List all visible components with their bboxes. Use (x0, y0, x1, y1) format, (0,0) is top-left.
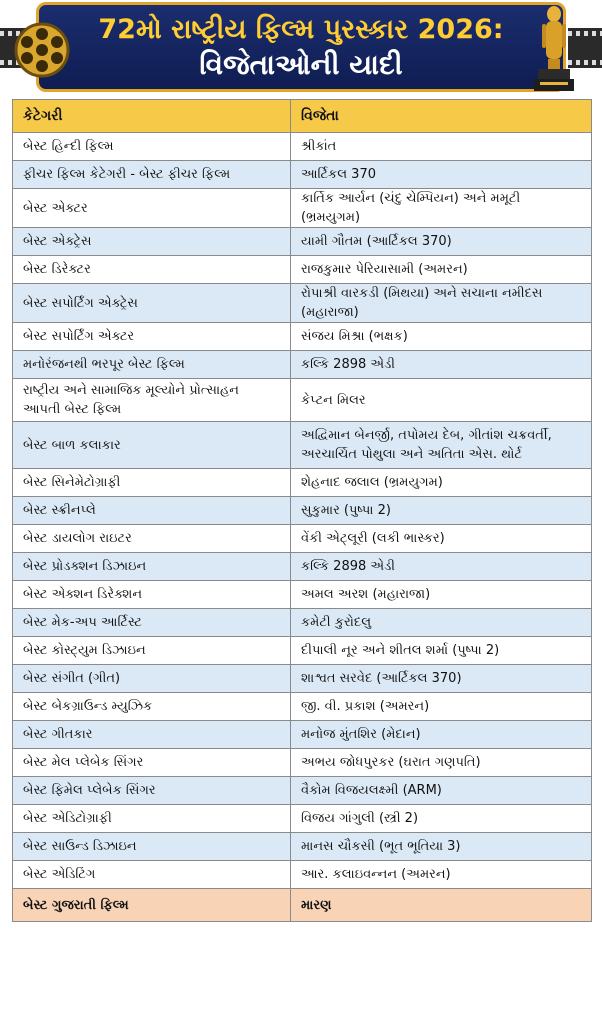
category-cell: બેસ્ટ પ્રોડક્શન ડિઝાઇન (13, 553, 291, 581)
category-cell: બેસ્ટ સપોર્ટિંગ એક્ટર (13, 323, 291, 351)
table-row (13, 469, 592, 497)
category-cell: ફીચર ફિલ્મ કેટેગરી - બેસ્ટ ફીચર ફિલ્મ (13, 161, 291, 189)
category-cell: બેસ્ટ એક્ટર (13, 189, 291, 228)
table-row (13, 256, 592, 284)
table-row (13, 553, 592, 581)
category-cell: બેસ્ટ એક્ટ્રેસ (13, 228, 291, 256)
winner-cell: માનસ ચૌકસી (ભૂત ભૂતિયા 3) (291, 833, 592, 861)
table-row (13, 721, 592, 749)
page-subtitle: વિજેતાઓની યાદી (199, 48, 403, 81)
winner-cell: કેપ્ટન મિલર (291, 379, 592, 422)
winners-table (12, 99, 592, 922)
winner-cell: કાર્તિક આર્યન (ચંદુ ચેમ્પિયન) અને મમૂટી (ભ્રમયુગમ) (291, 189, 592, 228)
table-row (13, 805, 592, 833)
category-cell: બેસ્ટ બેકગ્રાઉન્ડ મ્યુઝિક (13, 693, 291, 721)
winner-cell: શ્રીકાંત (291, 133, 592, 161)
table-row (13, 133, 592, 161)
winner-cell: યામી ગૌતમ (આર્ટિકલ 370) (291, 228, 592, 256)
winner-cell: રોપાશ્રી વારકડી (મિથયા) અને સચાના નમીદસ (મહારાજા) (291, 284, 592, 323)
category-cell: રાષ્ટ્રીય અને સામાજિક મૂલ્યોને પ્રોત્સાહન આપતી બેસ્ટ ફિલ્મ (13, 379, 291, 422)
table-row (13, 861, 592, 889)
trophy-icon (524, 2, 584, 96)
table-row (13, 379, 592, 422)
category-cell: બેસ્ટ મેલ પ્લેબેક સિંગર (13, 749, 291, 777)
table-row (13, 777, 592, 805)
winner-cell: દીપાલી નૂર અને શીતલ શર્મા (પુષ્પા 2) (291, 637, 592, 665)
category-cell: બેસ્ટ સાઉન્ડ ડિઝાઇન (13, 833, 291, 861)
category-cell: બેસ્ટ હિન્દી ફિલ્મ (13, 133, 291, 161)
title-banner (36, 2, 566, 92)
table-row (13, 323, 592, 351)
winner-cell: અમલ અરશ (મહારાજા) (291, 581, 592, 609)
winner-cell: મનોજ મુંતશિર (મેદાન) (291, 721, 592, 749)
category-cell: બેસ્ટ ડાયલોગ રાઇટર (13, 525, 291, 553)
page-title: 72મો રાષ્ટ્રીય ફિલ્મ પુરસ્કાર 2026: (98, 14, 504, 45)
table-row (13, 609, 592, 637)
category-cell: બેસ્ટ મેક-અપ આર્ટિસ્ટ (13, 609, 291, 637)
winner-cell: વેંકી એટ્લૂરી (લકી ભાસ્કર) (291, 525, 592, 553)
table-row (13, 351, 592, 379)
category-cell: બેસ્ટ એડિટોગ્રાફી (13, 805, 291, 833)
category-cell: બેસ્ટ બાળ કલાકાર (13, 422, 291, 469)
winner-cell: શેહનાદ જલાલ (ભ્રમયુગમ) (291, 469, 592, 497)
category-cell: બેસ્ટ એક્શન ડિરેક્શન (13, 581, 291, 609)
winner-cell: શાશ્વત સરવેદ (આર્ટિકલ 370) (291, 665, 592, 693)
winner-cell: વિજય ગાંગુલી (સ્ત્રી 2) (291, 805, 592, 833)
table-row (13, 161, 592, 189)
winner-cell: મારણ (291, 889, 592, 922)
table-row (13, 637, 592, 665)
category-cell: બેસ્ટ ડિરેક્ટર (13, 256, 291, 284)
table-row (13, 749, 592, 777)
winner-cell: અદ્વિમાન બેનર્જી, તપોમય દેબ, ગીતાંશ ચક્રવર્તી, અરચાર્ચિત પોથુલા અને અતિતા એસ. થોર્ટ (291, 422, 592, 469)
table-row (13, 889, 592, 922)
film-reel-icon (0, 14, 80, 84)
table-header-row (13, 100, 592, 133)
winner-cell: સંજય મિશ્રા (ભક્ષક) (291, 323, 592, 351)
winner-cell: કલ્કિ 2898 એડી (291, 553, 592, 581)
table-row (13, 525, 592, 553)
winner-cell: અભય જોધપુરકર (ઘરાત ગણપતિ) (291, 749, 592, 777)
table-row (13, 284, 592, 323)
category-cell: બેસ્ટ સ્ક્રીનપ્લે (13, 497, 291, 525)
table-row (13, 833, 592, 861)
winner-cell: જી. વી. પ્રકાશ (અમરન) (291, 693, 592, 721)
winner-cell: આર. કલાઇવન્નન (અમરન) (291, 861, 592, 889)
table-row (13, 228, 592, 256)
category-cell: બેસ્ટ સંગીત (ગીત) (13, 665, 291, 693)
table-row (13, 422, 592, 469)
category-cell: મનોરંજનથી ભરપૂર બેસ્ટ ફિલ્મ (13, 351, 291, 379)
winner-cell: કલ્કિ 2898 એડી (291, 351, 592, 379)
column-header-winner: વિજેતા (291, 100, 592, 133)
table-row (13, 189, 592, 228)
table-row (13, 693, 592, 721)
category-cell: બેસ્ટ સપોર્ટિંગ એક્ટ્રેસ (13, 284, 291, 323)
category-cell: બેસ્ટ કોસ્ટ્યુમ ડિઝાઇન (13, 637, 291, 665)
winner-cell: આર્ટિકલ 370 (291, 161, 592, 189)
winner-cell: કમેટી કુરોદલુ (291, 609, 592, 637)
category-cell: બેસ્ટ એડિટિંગ (13, 861, 291, 889)
column-header-category: કેટેગરી (13, 100, 291, 133)
table-row (13, 665, 592, 693)
table-row (13, 497, 592, 525)
category-cell: બેસ્ટ ગુજરાતી ફિલ્મ (13, 889, 291, 922)
table-row (13, 581, 592, 609)
winner-cell: સુકુમાર (પુષ્પા 2) (291, 497, 592, 525)
category-cell: બેસ્ટ ગીતકાર (13, 721, 291, 749)
category-cell: બેસ્ટ ફિમેલ પ્લેબેક સિંગર (13, 777, 291, 805)
winner-cell: રાજકુમાર પેરિયાસામી (અમરન) (291, 256, 592, 284)
winner-cell: વૈકોમ વિજયલક્ષ્મી (ARM) (291, 777, 592, 805)
category-cell: બેસ્ટ સિનેમેટોગ્રાફી (13, 469, 291, 497)
